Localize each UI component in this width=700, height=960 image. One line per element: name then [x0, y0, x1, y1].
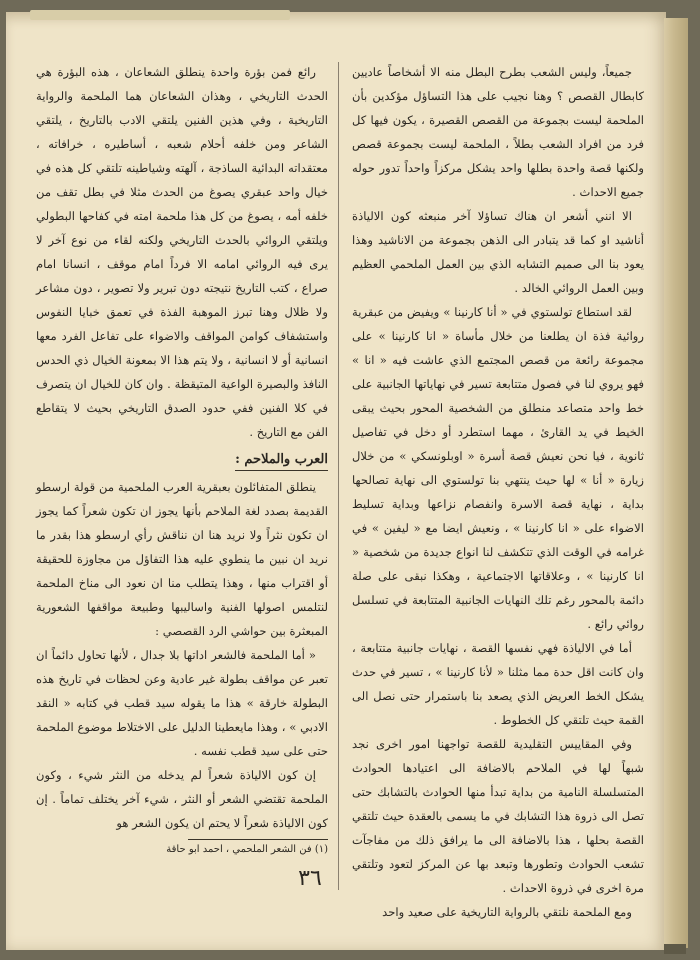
footnote: (١) فن الشعر الملحمي ، احمد ابو حاقة [166, 844, 328, 855]
right-paragraph-3: لقد استطاع تولستوي في « أنا كارنينا » ويفيض من عبقرية روائية فذة ان يطلعنا من خلال مأساة « انا كارنينا » على مجموعة رائعة من قصص المجتمع الذي عاشت فيه « انا » فهو يروي لنا في فصول متتابعة تسير في نهاياتها الجانبية على خط واحد متصاعد منطلق من الشخصية المحور بحيث يبقى الخيط في يد القارئ ، مهما استطرد أو دخل في تفاصيل ثانوية ، فيا نحن نعيش قصة أسرة « اوبلونسكي » من خلال زيارة « أنا » لها حيث ينتهي بنا تولستوي الى نهاية تصالحها بداية ، نهاية قصة الاسرة وانفصام نزاعها وبداية تسليط الاضواء على « انا كارنينا » ، ونعيش ايضا مع « ليفين » في غرامه في الوقت الذي تتكشف لنا انواع جديدة من شخصية « انا كارنينا » ، وعلاقاتها الاجتماعية ، وهكذا نبقى على صلة دائمة بالمحور رغم تلك النهايات الجانبية المتتابعة في تسلسل روائي رائع . [352, 305, 644, 631]
right-paragraph-2: الا انني أشعر ان هناك تساؤلا آخر منبعثه كون الالياذة أناشيد او كما قد يتبادر الى الذهن بجموعة من الاناشيد وهذا يعود بنا الى صميم التشابه الذي بين العمل الملحمي العظيم وبين العمل الروائي الخالد . [352, 209, 644, 295]
left-paragraph-1: رائع فمن بؤرة واحدة ينطلق الشعاعان ، هذه البؤرة هي الحدث التاريخي ، وهذان الشعاعان هما الملحمة والرواية التاريخية ، وفي هذين الفنين يلتقي الادب بالتاريخ ، يلتقي الشاعر ومن خلفه أحلام شعبه ، أساطيره ، خرافاته ، معتقداته البدائية الساذجة ، آلهته وشياطينه تلتقي كل هذه في خيال واحد عبقري يصوغ من الحدث مثلا في بطل تقف من خلفه أمه ، يصوغ من كل هذا ملحمة امته في كفاحها البطولي ويلتقي الروائي بالحدث التاريخي ولكنه لقاء من نوع آخر لا يرى فيه الروائي امامه الا فرداً امام موقف ، انسانا امام صراع ، كتب التاريخ نتيجته دون تبرير ولا تصوير ، دون مشاعر ولا ظلال وهنا تبرز الموهبة الفذة في تعمق خبايا النفوس واستشفاف كوامن المواقف والاضواء على تفاعل الفرد معها انسانية أو لا انسانية ، ولا يتم هذا الا بمعونة الخيال ذي الحدس النافذ والبصيرة الواعية المتيقظة . وان كان للخيال ان يتصرف في كلا الفنين ففي حدود الصدق التاريخي بحيث لا يتقاطع الفن مع التاريخ . [36, 65, 328, 439]
page-edge [664, 18, 688, 948]
right-column [352, 60, 644, 919]
left-column [36, 60, 328, 890]
footnote-rule [188, 839, 328, 840]
page-top-tab [30, 10, 290, 20]
page-corner [664, 944, 686, 954]
left-paragraph-3: « أما الملحمة فالشعر اداتها بلا جدال ، لأنها تحاول دائماً ان تعبر عن مواقف بطولة غير عادية وعن لحظات في تاريخ هذه البطولة خارقة » هذا ما يقوله سيد قطب في كتابه « النقد الادبي » ، وهذا مايعطينا الدليل على الاختلاط موضوع الملحمة حتى على سيد قطب نفسه . [36, 648, 328, 758]
page-number: ٣٦ [298, 866, 322, 891]
right-paragraph-6: ومع الملحمة نلتقي بالرواية التاريخية على صعيد واحد [382, 905, 632, 919]
left-paragraph-2: ينطلق المتفائلون بعبقرية العرب الملحمية من قولة ارسطو القديمة بصدد لغة الملاحم بأنها يجوز ان تكون شعراً كما يجوز ان تكون نثراً ولا نريد هنا ان نناقش رأي ارسطو هذا بقدر ما نريد ان نبين ما ينطوي عليه هذا التفاؤل من مجاوزة للحقيقة أو اقتراب منها ، وهذا يتطلب منا ان نعود الى مناخ الملحمة لنتلمس اصولها الفنية واساليبها وطبيعة مواقفها الشعورية المبعثرة بين حواشي الرد القصصي : [36, 480, 328, 638]
right-paragraph-1: جميعاً، وليس الشعب بطرح البطل منه الا أشخاصاً عاديين كابطال القصص ؟ وهنا نجيب على هذا التساؤل مؤكدين بأن الملحمة ليست بجموعة من القصص القصيرة ، يكون فيها كل فرد من افراد الشعب بطلاً ، الملحمة ليست بجموعة قصص ولكنها قصة واحدة بطلها واحد يشكل مركزاً واحداً تدور حوله جميع الاحداث . [352, 65, 644, 199]
right-paragraph-4: أما في الالياذة فهي نفسها القصة ، نهايات جانبية متتابعة ، وان كانت اقل حدة مما مثلنا « لأنا كارنينا » ، تسير في حدث يشكل الخط العريض الذي يصعد بنا باستمرار حتى نصل الى القمة حيث تلتقي كل الخطوط . [352, 641, 644, 727]
right-paragraph-5: وفي المقاييس التقليدية للقصة تواجهنا امور اخرى نجد شبهاً لها في الملاحم بالاضافة الى اعتيادها الحوادث المتسلسلة النامية من بداية تبدأ منها الحوادث بالتشابك حتى تصل الى ذروة هذا التشابك في ما يسمى بالعقدة حيث تلتقي القصة بحلها ، هذا بالاضافة الى ما يرافق ذلك من مفاجآت تشعب الحوادث وتطورها وتبعد بها عن المركز لتعود وتلتقي مرة اخرى في ذروة الاحداث . [352, 737, 644, 895]
section-heading: العرب والملاحم : [235, 450, 328, 471]
column-divider [338, 62, 339, 890]
left-paragraph-4: إن كون الالياذة شعراً لم يدخله من النثر شيء ، وكون الملحمة تقتضي الشعر أو النثر ، شيء آخر يختلف تماماً . إن كون الالياذة شعراً لا يحتم ان يكون الشعر هو [36, 768, 328, 830]
